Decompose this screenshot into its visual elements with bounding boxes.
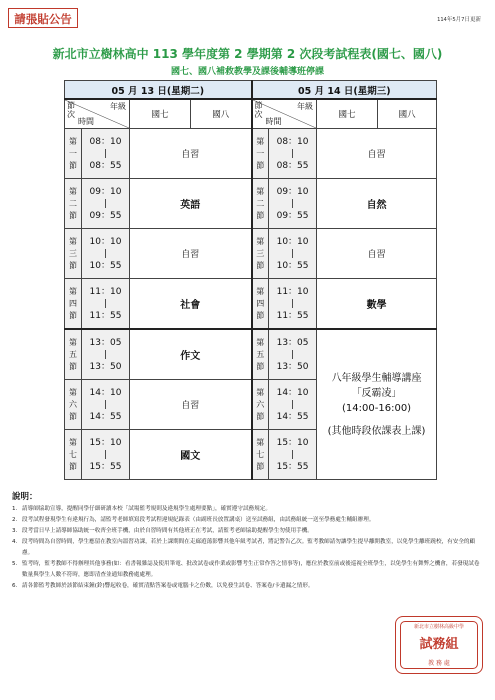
period-time: 11：10 | 11：55 (82, 279, 130, 330)
day1-diag-header (65, 99, 130, 129)
exam-subject: 數學 (317, 279, 437, 330)
period-time: 13：05 | 13：50 (82, 329, 130, 380)
period-row (65, 329, 437, 380)
exam-schedule-table (64, 80, 437, 480)
seal-main-text: 試務組 (419, 637, 459, 652)
period-row (65, 179, 437, 229)
exam-subject: 自習 (130, 229, 252, 279)
update-date: 114年5月7日更新 (436, 17, 481, 23)
exam-subject: 英語 (130, 179, 252, 229)
period-label: 第 一 節 (65, 129, 82, 179)
lecture-line4: (其他時段依課表上課) (327, 425, 426, 437)
period-time: 08：10 | 08：55 (82, 129, 130, 179)
notes-title: 說明： (12, 492, 38, 502)
period-label: 第 四 節 (252, 279, 269, 330)
period-row (65, 129, 437, 179)
period-col-label: 節次 (254, 101, 263, 119)
period-label: 第 六 節 (252, 380, 269, 430)
notes-list (12, 504, 482, 592)
day1-g7-header: 國七 (130, 99, 191, 129)
period-time: 13：05 | 13：50 (269, 329, 317, 380)
notice-label: 請張貼公告 (8, 8, 78, 28)
period-time: 10：10 | 10：55 (269, 229, 317, 279)
column-header-row (65, 99, 437, 129)
period-label: 第 二 節 (252, 179, 269, 229)
period-time: 15：10 | 15：55 (82, 430, 130, 480)
grade-label: 年級 (297, 102, 314, 111)
day2-diag-header (252, 99, 317, 129)
period-label: 第 三 節 (65, 229, 82, 279)
period-time: 09：10 | 09：55 (82, 179, 130, 229)
note-item: 2. 段考試程發現學生有違規行為，請監考老師填寫段考試程違規紀錄表（由副班長放置講桌）送至試務組，由試務組統一送至學務處生輔組辦理。 (12, 517, 375, 523)
seal-bottom-text: 教 務 處 (428, 660, 450, 667)
day2-g7-header: 國七 (317, 99, 378, 129)
period-label: 第 六 節 (65, 380, 82, 430)
exam-subject: 自習 (130, 129, 252, 179)
exam-subject: 國文 (130, 430, 252, 480)
exam-subject: 自然 (317, 179, 437, 229)
lecture-line3: (14:00-16:00) (342, 402, 412, 414)
day1-g8-header: 國八 (191, 99, 252, 129)
period-row (65, 229, 437, 279)
period-time: 14：10 | 14：55 (269, 380, 317, 430)
period-row (65, 279, 437, 330)
page-title: 新北市立樹林高中 113 學年度第 2 學期第 2 次段考試程表(國七、國八) (52, 47, 443, 61)
note-item: 1. 請導師協助宣導，提醒同學仔細研讀本校「試場監考規則及違規學生處理要點」，確實遵守試務規定。 (12, 506, 271, 512)
date-header-row (65, 81, 437, 100)
lecture-line1: 八年級學生輔導講座 (331, 372, 422, 384)
period-time: 09：10 | 09：55 (269, 179, 317, 229)
exam-subject: 自習 (317, 229, 437, 279)
note-item: 6. 請各節監考教師於該節結束鐘(鈴)響起收卷，確實清點答案卷或電腦卡之份數，以免發生試卷、答案卷/卡遺漏之情形。 (12, 583, 314, 589)
period-label: 第 二 節 (65, 179, 82, 229)
page-subtitle: 國七、國八補救教學及課後輔導班停課 (170, 67, 324, 77)
period-time: 14：10 | 14：55 (82, 380, 130, 430)
afternoon-lecture-cell (317, 329, 437, 480)
day2-header: 05 月 14 日(星期三) (252, 81, 437, 100)
grade-label: 年級 (110, 102, 126, 111)
day1-header: 05 月 13 日(星期二) (65, 81, 252, 100)
lecture-line2: 「反霸凌」 (351, 387, 402, 399)
exam-subject: 自習 (130, 380, 252, 430)
period-time: 15：10 | 15：55 (269, 430, 317, 480)
period-label: 第 七 節 (65, 430, 82, 480)
period-time: 11：10 | 11：55 (269, 279, 317, 330)
period-col-label: 節次 (67, 101, 75, 119)
note-item: 5. 監考時，監考教師不得辦理其他事務(如：看書報雜誌及使用筆電、批改試卷或作業或影響考生正常作答之情事等)，應位於教室前或後巡視全班學生，以免學生有舞弊之機會，若發現試卷數量與學生人數不符時，應即清查並通知教務處處理。 (12, 561, 480, 578)
period-label: 第 五 節 (252, 329, 269, 380)
period-label: 第 四 節 (65, 279, 82, 330)
period-label: 第 一 節 (252, 129, 269, 179)
exam-subject: 社會 (130, 279, 252, 330)
seal-top-text: 新北市立樹林高級中學 (413, 624, 464, 630)
time-label: 時間 (78, 117, 94, 126)
exam-subject: 作文 (130, 329, 252, 380)
day2-g8-header: 國八 (378, 99, 437, 129)
exam-subject: 自習 (317, 129, 437, 179)
period-time: 10：10 | 10：55 (82, 229, 130, 279)
time-label: 時間 (265, 117, 282, 126)
office-seal (395, 616, 483, 674)
note-item: 4. 段考時間為自習時間，學生應留在教室內溫習功課，若於上課期間在走廊遊蕩影響其他年級考試者，將記警告乙次。監考教師請勿讓學生提早離開教室，以免學生離班蹺校，有安全的顧慮。 (12, 539, 476, 556)
period-label: 第 七 節 (252, 430, 269, 480)
period-label: 第 三 節 (252, 229, 269, 279)
periods-body (65, 129, 437, 480)
note-item: 3. 段考當日早上請導師協助統一收齊全班手機，由於自習時間有其他班正在考試，請監考老師協助提醒學生勿使用手機。 (12, 528, 313, 534)
period-time: 08：10 | 08：55 (269, 129, 317, 179)
period-label: 第 五 節 (65, 329, 82, 380)
